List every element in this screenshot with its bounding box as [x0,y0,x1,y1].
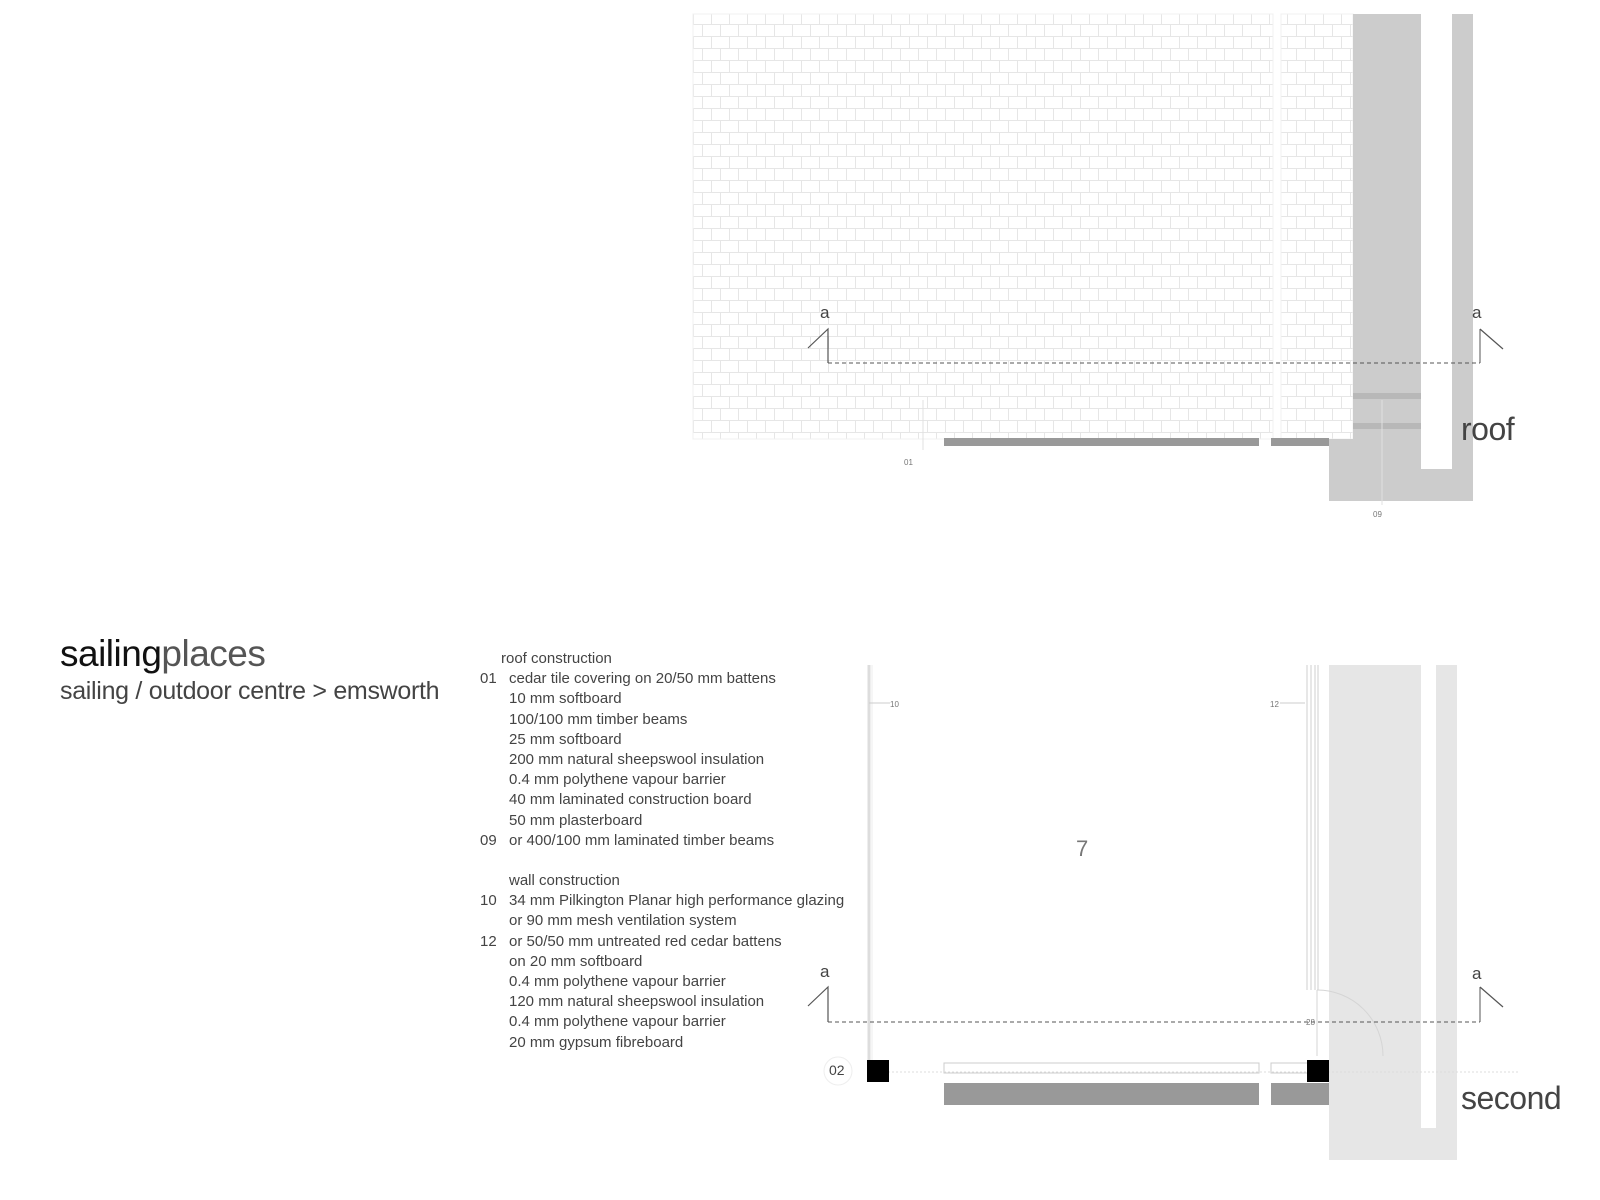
title-block [60,632,439,706]
wall-construction-list [480,891,844,1053]
tag-10: 10 [890,700,899,709]
column-left [867,1060,889,1082]
roof-construction-list [480,669,844,851]
note-text: 50 mm plasterboard [509,811,643,829]
note-number [480,689,509,709]
note-number [480,770,509,790]
note-number [480,992,509,1012]
roof-lower-band [1329,469,1473,501]
roof-construction-title: roof construction [501,650,612,667]
note-row [480,932,844,952]
note-text: or 50/50 mm untreated red cedar battens [509,932,782,950]
second-beam-right [1271,1083,1329,1105]
room-number: 7 [1076,836,1089,861]
second-floor-plan [808,665,1520,1160]
second-outer-wall [1436,665,1457,1160]
second-lower-band [1421,1128,1457,1160]
cedar-batten-wall [1307,665,1318,990]
note-number: 09 [480,831,497,849]
note-number [480,710,509,730]
roof-dark-wall [1353,14,1421,469]
roof-plan [693,14,1503,505]
roof-side-strip [1329,439,1353,469]
tag-28: 28 [1306,1018,1315,1027]
note-number [480,790,509,810]
note-text: 0.4 mm polythene vapour barrier [509,973,726,991]
tag-09: 09 [1373,510,1382,519]
roof-inner-band-1 [1353,393,1421,399]
wall-construction-title-row [480,871,844,891]
tag-01: 01 [904,458,913,467]
note-row [480,891,844,911]
note-row [480,689,844,709]
note-text: 0.4 mm polythene vapour barrier [509,1013,726,1031]
note-number [480,1033,509,1053]
roof-section-mark-left: a [820,303,830,322]
note-row [480,790,844,810]
note-row [480,811,844,831]
note-row [480,770,844,790]
note-text: cedar tile covering on 20/50 mm battens [509,670,776,688]
second-plan-label: second [1461,1080,1562,1116]
wall-construction-title: wall construction [509,872,620,890]
note-row [480,972,844,992]
note-row [480,911,844,931]
note-number [480,911,509,931]
construction-notes [480,649,844,1053]
note-row [480,831,844,851]
note-row [480,710,844,730]
note-text: or 90 mm mesh ventilation system [509,912,737,930]
roof-tile-area [693,14,1273,439]
second-light-wall [1329,665,1421,1160]
note-number [480,952,509,972]
second-section-mark-right: a [1472,964,1482,983]
roof-eaves-beam-right [1271,438,1329,446]
note-row [480,952,844,972]
note-text: on 20 mm softboard [509,952,643,970]
tag-12: 12 [1270,700,1279,709]
note-text: 120 mm natural sheepswool insulation [509,993,765,1011]
note-text: 100/100 mm timber beams [509,710,688,728]
note-number [480,730,509,750]
brand-title [60,632,439,676]
roof-eaves-beam [944,438,1259,446]
second-beam [944,1083,1259,1105]
brand-light: places [161,633,266,674]
note-row [480,1012,844,1032]
tag-02: 02 [829,1062,845,1078]
note-text: 40 mm laminated construction board [509,791,752,809]
note-text: 20 mm gypsum fibreboard [509,1033,684,1051]
note-number: 01 [480,670,497,688]
note-row [480,1033,844,1053]
note-text: 25 mm softboard [509,730,622,748]
brand-bold: sailing [60,633,162,674]
note-row [480,730,844,750]
roof-plan-label: roof [1461,411,1515,447]
note-text: 200 mm natural sheepswool insulation [509,751,765,769]
roof-tile-area-right [1281,14,1353,439]
roof-section-mark-right: a [1472,303,1482,322]
note-row [480,750,844,770]
note-number [480,972,509,992]
note-number [480,750,509,770]
note-number: 10 [480,892,497,910]
note-row [480,992,844,1012]
second-section-mark-left: a [820,962,830,981]
note-text: 34 mm Pilkington Planar high performance glazing [509,892,845,910]
roof-inner-band-2 [1353,423,1421,429]
column-right [1307,1060,1329,1082]
note-number [480,811,509,831]
note-number [480,1012,509,1032]
note-text: or 400/100 mm laminated timber beams [509,831,775,849]
note-number: 12 [480,932,497,950]
note-text: 0.4 mm polythene vapour barrier [509,771,726,789]
project-subtitle: sailing / outdoor centre > emsworth [60,677,440,705]
note-text: 10 mm softboard [509,690,622,708]
note-row [480,669,844,689]
